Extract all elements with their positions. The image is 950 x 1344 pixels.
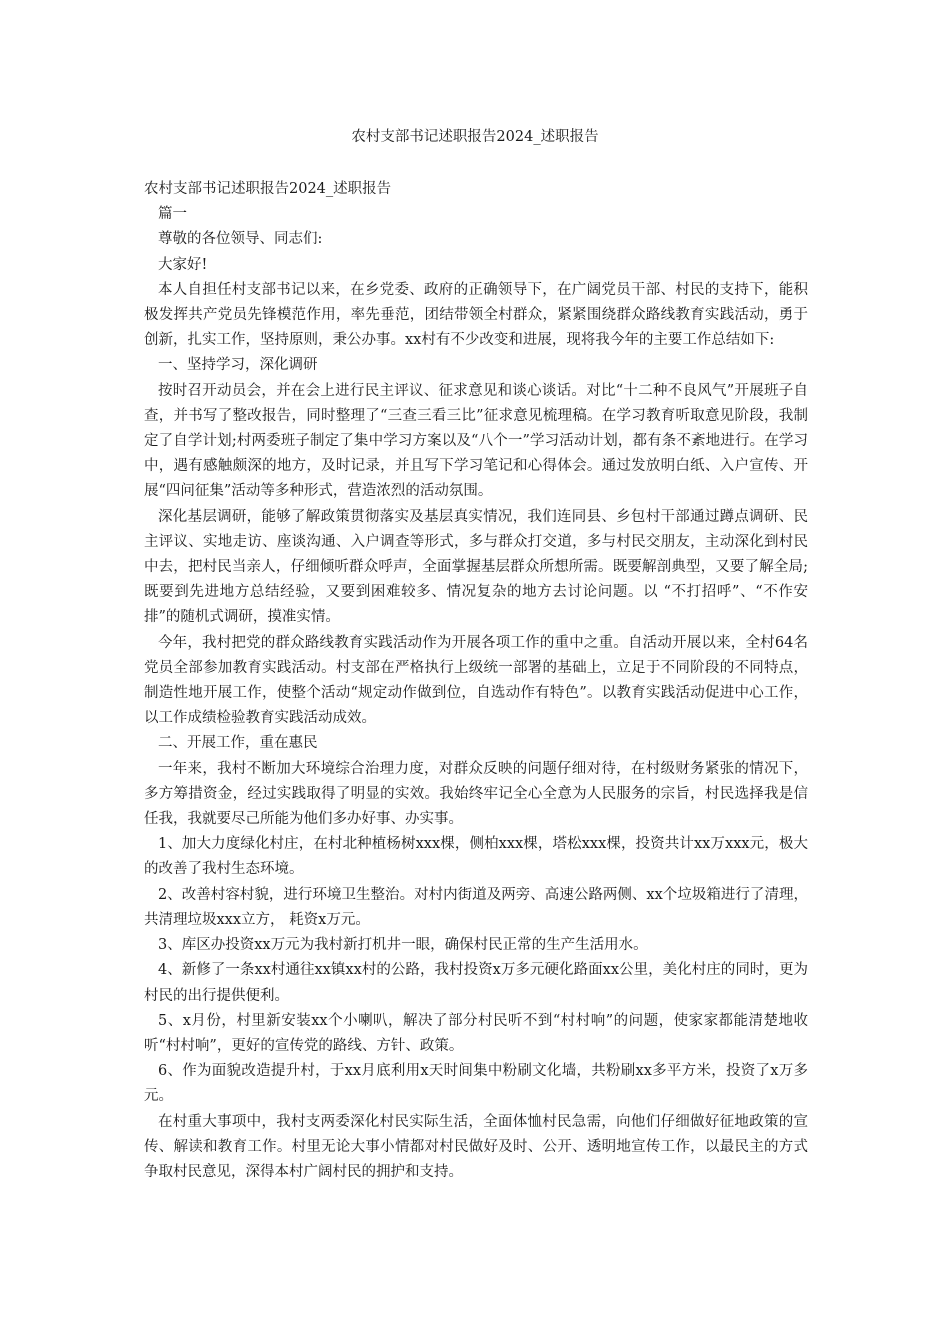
paragraph: 本人自担任村支部书记以来，在乡党委、政府的正确领导下，在广阔党员干部、村民的支持下，能积极发挥共产党员先锋模范作用，率先垂范，团结带领全村群众，紧紧围绕群众路线教育实践活动，勇于创新，扎实工作，坚持原则，秉公办事。xx村有不少改变和进展，现将我今年的主要工作总结如下: <box>144 281 808 349</box>
document-title: 农村支部书记述职报告2024_述职报告 <box>351 129 599 145</box>
list-item: 5、x月份，村里新安装xx个小喇叭，解决了部分村民听不到“村村响”的问题，使家家都能清楚地收听“村村响”，更好的宣传党的路线、方针、政策。 <box>144 1012 808 1054</box>
list-item: 6、作为面貌改造提升村，于xx月底利用x天时间集中粉刷文化墙，共粉刷xx多平方米，投资了x万多元。 <box>144 1063 808 1105</box>
section-label: 篇一 <box>158 206 187 223</box>
list-item: 1、加大力度绿化村庄，在村北种植杨树xxx棵，侧柏xxx棵，塔松xxx棵，投资共计xx万xxx元，极大的改善了我村生态环境。 <box>144 836 808 878</box>
paragraph: 在村重大事项中，我村支两委深化村民实际生活，全面体恤村民急需，向他们仔细做好征地政策的宣传、解读和教育工作。村里无论大事小情都对村民做好及时、公开、透明地宣传工作，以最民主的方式争取村民意见，深得本村广阔村民的拥护和支持。 <box>144 1113 808 1180</box>
list-item: 4、新修了一条xx村通往xx镇xx村的公路，我村投资x万多元硬化路面xx公里，美化村庄的同时，更为村民的出行提供便利。 <box>144 962 808 1004</box>
paragraph: 按时召开动员会，并在会上进行民主评议、征求意见和谈心谈话。对比“十二种不良风气”开展班子自查，并书写了整改报告，同时整理了“三查三看三比”征求意见梳理稿。在学习教育听取意见阶段，我制定了自学计划;村两委班子制定了集中学习方案以及“八个一”学习活动计划，都有条不紊地进行。在学习中，遇有感触颇深的地方，及时记录，并且写下学习笔记和心得体会。通过发放明白纸、入户宣传、开展“四问征集”活动等多种形式，营造浓烈的活动氛围。 <box>144 382 808 500</box>
section-heading: 二、开展工作，重在惠民 <box>158 735 318 752</box>
section-heading: 一、坚持学习，深化调研 <box>158 357 318 374</box>
salutation: 尊敬的各位领导、同志们: <box>158 231 323 248</box>
paragraph: 深化基层调研，能够了解政策贯彻落实及基层真实情况，我们连同县、乡包村干部通过蹲点调研、民主评议、实地走访、座谈沟通、入户调查等形式，多与群众打交道，多与村民交朋友，主动深化到村民中去，把村民当亲人，仔细倾听群众呼声，全面掌握基层群众所想所需。既要解剖典型，又要了解全局;既要到先进地方总结经验，又要到困难较多、情况复杂的地方去讨论问题。以 “不打招呼”、“不作安排”的随机式调研，摸准实情。 <box>144 508 808 626</box>
document-body <box>144 177 808 1185</box>
paragraph: 一年来，我村不断加大环境综合治理力度，对群众反映的问题仔细对待，在村级财务紧张的情况下，多方筹措资金，经过实践取得了明显的实效。我始终牢记全心全意为人民服务的宗旨，村民选择我是信任我，我就要尽己所能为他们多办好事、办实事。 <box>144 760 808 828</box>
body-heading: 农村支部书记述职报告2024_述职报告 <box>144 181 392 197</box>
list-item: 3、库区办投资xx万元为我村新打机井一眼，确保村民正常的生产生活用水。 <box>158 937 648 954</box>
greeting: 大家好! <box>158 256 208 273</box>
list-item: 2、改善村容村貌，进行环境卫生整治。对村内街道及两旁、高速公路两侧、xx个垃圾箱进行了清理，共清理垃圾xxx立方， 耗资x万元。 <box>144 886 808 928</box>
paragraph: 今年，我村把党的群众路线教育实践活动作为开展各项工作的重中之重。自活动开展以来，全村64名党员全部参加教育实践活动。村支部在严格执行上级统一部署的基础上，立足于不同阶段的不同特点，制造性地开展工作，使整个活动“规定动作做到位，自选动作有特色”。以教育实践活动促进中心工作，以工作成绩检验教育实践活动成效。 <box>144 634 808 727</box>
